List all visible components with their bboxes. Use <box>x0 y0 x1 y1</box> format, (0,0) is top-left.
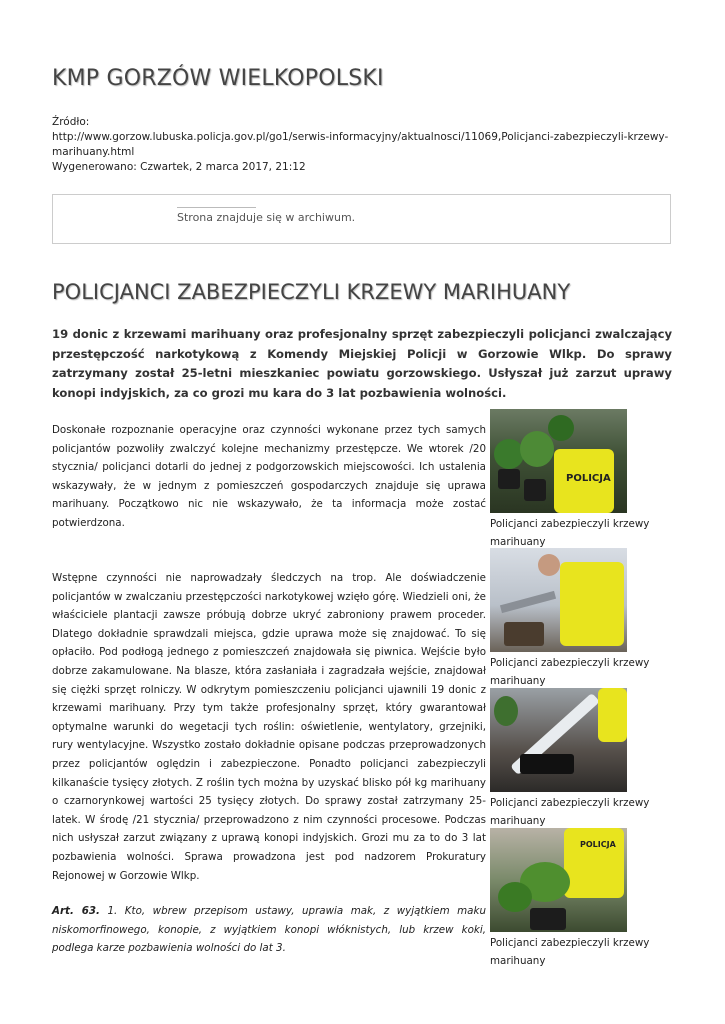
article-paragraph-1: Doskonałe rozpoznanie operacyjne oraz czynności wykonane przez tych samych policjantów pozwoliły zwalczyć kolejne mechanizmy przestępcze. We wtorek /20 stycznia/ policjanci dotarli do jednej z podgorzowskich miejscowości. Ich ustalenia wskazywały, że w jednym z pomieszczeń gospodarczych znajduje się uprawa marihuany. Początkowo nic nie wskazywało, że ta informacja może zostać potwierdzona. <box>52 424 486 529</box>
article-lead: 19 donic z krzewami marihuany oraz profesjonalny sprzęt zabezpieczyli policjanci zwalczający przestępczość narkotykową z Komendy Miejskiej Policji w Gorzowie Wlkp. Do sprawy zatrzymany został 25-letni mieszkaniec powiatu gorzowskiego. Usłyszał już zarzut uprawy konopi indyjskich, za co grozi mu kara do 3 lat pozbawienia wolności. <box>52 327 672 400</box>
figure-caption: Policjanci zabezpieczyli krzewy marihuany <box>490 657 650 687</box>
source-label: Źródło: <box>52 116 90 128</box>
figure-1 <box>490 409 650 551</box>
vest-lettering: POLICJA <box>566 473 611 484</box>
generated-timestamp: Wygenerowano: Czwartek, 2 marca 2017, 21:12 <box>52 161 306 173</box>
photo-officer-equipment[interactable] <box>490 548 627 652</box>
figure-2 <box>490 548 650 690</box>
figure-caption: Policjanci zabezpieczyli krzewy marihuany <box>490 937 650 967</box>
archive-notice-box <box>52 194 671 244</box>
photo-police-officer-plants[interactable] <box>490 409 627 513</box>
law-label: Art. 63. <box>52 905 100 917</box>
law-quote <box>52 902 486 958</box>
source-meta <box>52 115 674 175</box>
figure-caption: Policjanci zabezpieczyli krzewy marihuany <box>490 518 650 548</box>
site-title: KMP GORZÓW WIELKOPOLSKI <box>52 66 384 91</box>
photo-grow-lamp[interactable] <box>490 688 627 792</box>
archive-notice-text: Strona znajduje się w archiwum. <box>177 211 356 224</box>
figure-3 <box>490 688 650 830</box>
source-url-link[interactable]: http://www.gorzow.lubuska.policja.gov.pl/go1/serwis-informacyjny/aktualnosci/11069,Policjanci-zabezpieczyli-krzewy-marihuany.html <box>52 131 669 158</box>
archive-divider <box>177 207 256 208</box>
law-text: 1. Kto, wbrew przepisom ustawy, uprawia mak, z wyjątkiem maku niskomorfinowego, konopie, z wyjątkiem konopi włóknistych, lub krzew koki, podlega karze pozbawienia wolności do lat 3. <box>52 905 486 955</box>
figure-caption: Policjanci zabezpieczyli krzewy marihuany <box>490 797 650 827</box>
article-title: POLICJANCI ZABEZPIECZYLI KRZEWY MARIHUANY <box>52 280 571 304</box>
photo-officer-holding-plant[interactable] <box>490 828 627 932</box>
article-paragraph-2: Wstępne czynności nie naprowadzały śledczych na trop. Ale doświadczenie policjantów w zwalczaniu przestępczości narkotykowej wzięło górę. Wiedzieli oni, że właściciele plantacji zawsze próbują dobrze ukryć zabroniony prawem proceder. Dlatego dokładnie sprawdzali miejsca, gdzie uprawa może się znajdować. To się opłaciło. Pod podłogą jednego z pomieszczeń znajdowała się piwnica. Wejście było dobrze zakamulowane. Na blasze, która zasłaniała i zagradzała wejście, znajdował się ciężki sprzęt rolniczy. W odkrytym pomieszczeniu policjanci ujawnili 19 donic z krzewami marihuany. Przy tym także profesjonalny sprzęt, który gwarantował optymalne warunki do wegetacji tych roślin: oświetlenie, wentylatory, grzejniki, rury wentylacyjne. Wszystko zostało dokładnie opisane podczas przeprowadzonych przez policjantów oględzin i zabezpieczone. Ponadto policjanci zabezpieczyli kilkanaście tysięcy złotych. Z roślin tych można by uzyskać blisko pół kg marihuany o czarnorynkowej wartości 25 tysięcy złotych. Do sprawy został zatrzymany 25-latek. W środę /21 stycznia/ przeprowadzono z nim czynności procesowe. Podczas nich usłyszał zarzut związany z uprawą konopi indyjskich. Grozi mu za to do 3 lat pozbawienia wolności. Sprawa prowadzona jest pod nadzorem Prokuratury Rejonowej w Gorzowie Wlkp. <box>52 572 486 882</box>
figure-4 <box>490 828 650 970</box>
vest-lettering: POLICJA <box>580 840 616 849</box>
